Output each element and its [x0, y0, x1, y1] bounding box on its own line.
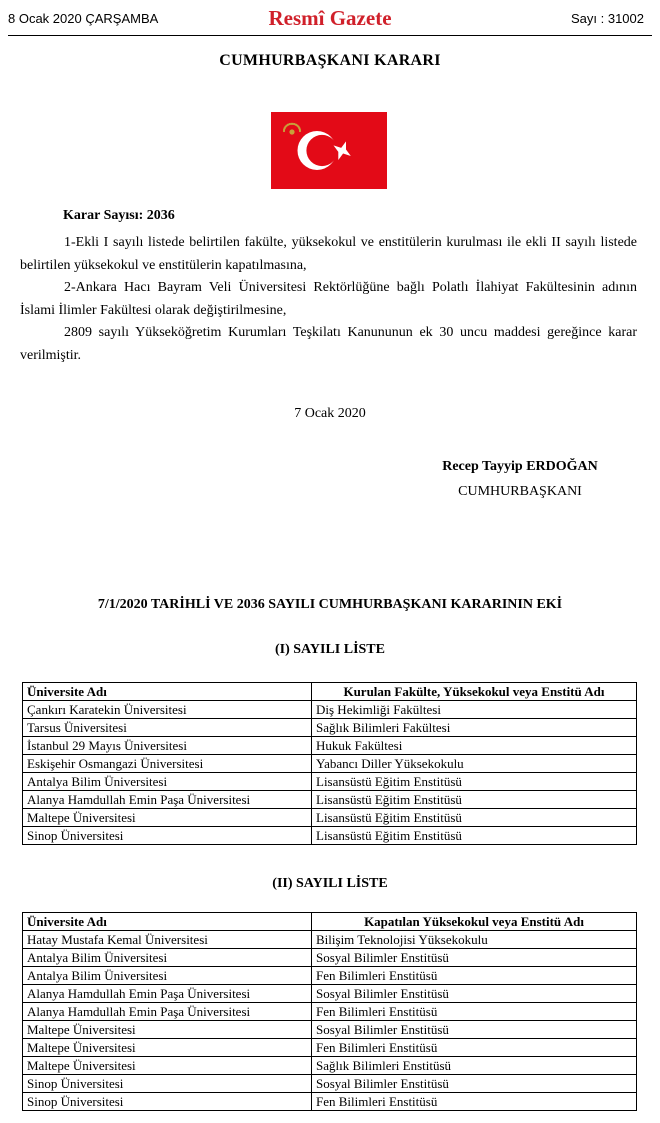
table-row — [23, 985, 637, 1003]
decision-paragraph-2: 2-Ankara Hacı Bayram Veli Üniversitesi Rektörlüğüne bağlı Polatlı İlahiyat Fakültesinin adının İslami İlimler Fakültesi olarak değiştirilmesine, — [20, 280, 637, 318]
table-row — [23, 967, 637, 985]
unit-cell: Fen Bilimleri Enstitüsü — [312, 967, 637, 985]
decision-paragraph-1: 1-Ekli I sayılı listede belirtilen fakülte, yüksekokul ve enstitülerin kurulması ile ekli II sayılı listede belirtilen yüksekokul ve enstitülerin kapatılmasına, — [20, 235, 637, 273]
table-row — [23, 737, 637, 755]
column-header-university: Üniversite Adı — [23, 913, 312, 931]
university-cell: Hatay Mustafa Kemal Üniversitesi — [23, 931, 312, 949]
table-row — [23, 791, 637, 809]
table-row — [23, 827, 637, 845]
unit-cell: Fen Bilimleri Enstitüsü — [312, 1003, 637, 1021]
university-cell: Alanya Hamdullah Emin Paşa Üniversitesi — [23, 985, 312, 1003]
unit-cell: Lisansüstü Eğitim Enstitüsü — [312, 773, 637, 791]
column-header-established-unit: Kurulan Fakülte, Yüksekokul veya Enstitü Adı — [312, 683, 637, 701]
table-header-row — [23, 913, 637, 931]
list-1-title: (I) SAYILI LİSTE — [275, 642, 385, 657]
unit-cell: Hukuk Fakültesi — [312, 737, 637, 755]
annex-title: 7/1/2020 TARİHLİ VE 2036 SAYILI CUMHURBAŞKANI KARARININ EKİ — [97, 597, 563, 612]
column-header-closed-unit: Kapatılan Yüksekokul veya Enstitü Adı — [312, 913, 637, 931]
gazette-title: Resmî Gazete — [268, 6, 392, 30]
unit-cell: Sosyal Bilimler Enstitüsü — [312, 985, 637, 1003]
header-divider — [8, 35, 652, 36]
table-row — [23, 1039, 637, 1057]
table-row — [23, 701, 637, 719]
unit-cell: Lisansüstü Eğitim Enstitüsü — [312, 809, 637, 827]
decision-paragraph-3: 2809 sayılı Yükseköğretim Kurumları Teşkilatı Kanununun ek 30 uncu maddesi gereğince karar verilmiştir. — [20, 325, 637, 363]
signer-name: Recep Tayyip ERDOĞAN — [442, 459, 598, 474]
university-cell: Alanya Hamdullah Emin Paşa Üniversitesi — [23, 791, 312, 809]
table-row — [23, 755, 637, 773]
table-row — [23, 931, 637, 949]
university-cell: Maltepe Üniversitesi — [23, 1021, 312, 1039]
decision-number: Karar Sayısı: 2036 — [63, 208, 175, 223]
unit-cell: Lisansüstü Eğitim Enstitüsü — [312, 791, 637, 809]
document-title: CUMHURBAŞKANI KARARI — [219, 52, 441, 69]
unit-cell: Fen Bilimleri Enstitüsü — [312, 1093, 637, 1111]
university-cell: Sinop Üniversitesi — [23, 827, 312, 845]
university-cell: Tarsus Üniversitesi — [23, 719, 312, 737]
unit-cell: Diş Hekimliği Fakültesi — [312, 701, 637, 719]
table-row — [23, 949, 637, 967]
list-1-table — [22, 682, 637, 845]
unit-cell: Sosyal Bilimler Enstitüsü — [312, 949, 637, 967]
university-cell: Maltepe Üniversitesi — [23, 1057, 312, 1075]
unit-cell: Bilişim Teknolojisi Yüksekokulu — [312, 931, 637, 949]
decision-date: 7 Ocak 2020 — [294, 406, 366, 421]
issue-number: Sayı : 31002 — [571, 11, 644, 26]
table-row — [23, 1021, 637, 1039]
university-cell: Alanya Hamdullah Emin Paşa Üniversitesi — [23, 1003, 312, 1021]
table-row — [23, 1057, 637, 1075]
table-row — [23, 719, 637, 737]
university-cell: Antalya Bilim Üniversitesi — [23, 773, 312, 791]
unit-cell: Sağlık Bilimleri Enstitüsü — [312, 1057, 637, 1075]
unit-cell: Sosyal Bilimler Enstitüsü — [312, 1021, 637, 1039]
university-cell: Sinop Üniversitesi — [23, 1093, 312, 1111]
decision-body — [20, 232, 637, 367]
table-row — [23, 1075, 637, 1093]
signer-title: CUMHURBAŞKANI — [458, 484, 582, 499]
list-2-table — [22, 912, 637, 1111]
gazette-header — [0, 0, 660, 40]
university-cell: Sinop Üniversitesi — [23, 1075, 312, 1093]
unit-cell: Sosyal Bilimler Enstitüsü — [312, 1075, 637, 1093]
unit-cell: Yabancı Diller Yüksekokulu — [312, 755, 637, 773]
university-cell: Maltepe Üniversitesi — [23, 1039, 312, 1057]
university-cell: İstanbul 29 Mayıs Üniversitesi — [23, 737, 312, 755]
unit-cell: Lisansüstü Eğitim Enstitüsü — [312, 827, 637, 845]
table-header-row — [23, 683, 637, 701]
unit-cell: Fen Bilimleri Enstitüsü — [312, 1039, 637, 1057]
university-cell: Antalya Bilim Üniversitesi — [23, 967, 312, 985]
header-date: 8 Ocak 2020 ÇARŞAMBA — [8, 11, 159, 26]
university-cell: Maltepe Üniversitesi — [23, 809, 312, 827]
table-row — [23, 773, 637, 791]
column-header-university: Üniversite Adı — [23, 683, 312, 701]
table-row — [23, 1093, 637, 1111]
university-cell: Antalya Bilim Üniversitesi — [23, 949, 312, 967]
unit-cell: Sağlık Bilimleri Fakültesi — [312, 719, 637, 737]
university-cell: Çankırı Karatekin Üniversitesi — [23, 701, 312, 719]
university-cell: Eskişehir Osmangazi Üniversitesi — [23, 755, 312, 773]
table-row — [23, 1003, 637, 1021]
turkish-flag-icon — [271, 112, 387, 189]
list-2-title: (II) SAYILI LİSTE — [272, 876, 388, 891]
table-row — [23, 809, 637, 827]
